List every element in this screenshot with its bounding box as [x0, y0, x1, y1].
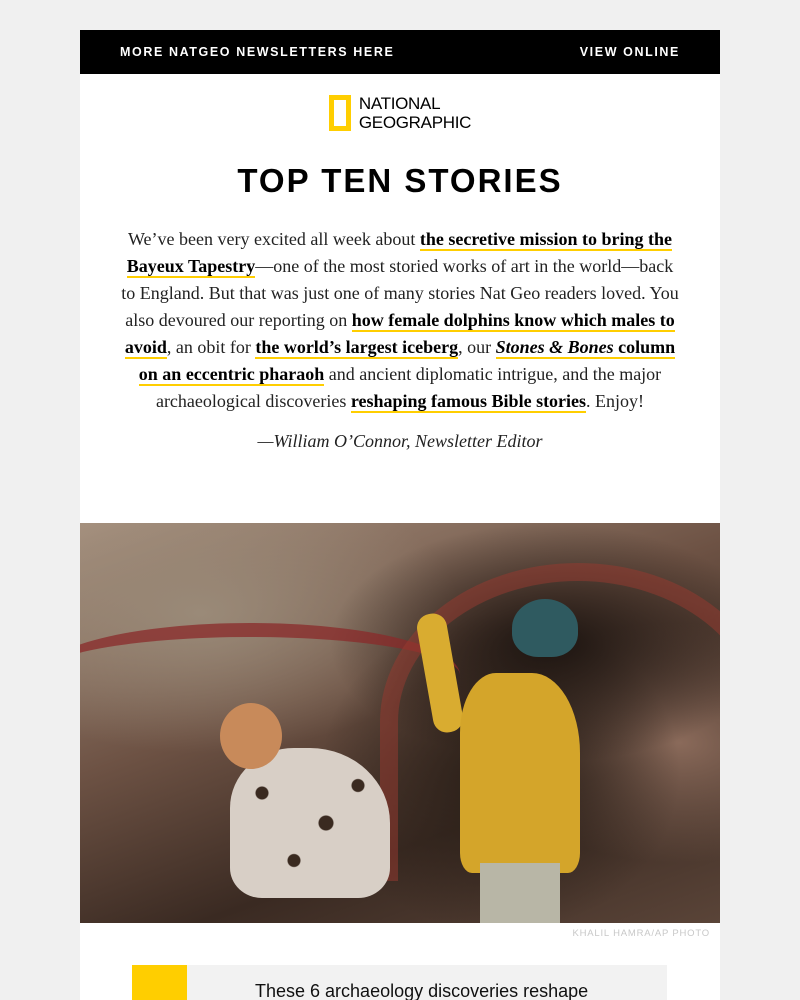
iceberg-link[interactable]: the world’s largest iceberg — [255, 337, 459, 357]
top-bar — [80, 30, 720, 74]
stones-bones-italic: Stones & Bones — [495, 337, 614, 357]
natgeo-logo[interactable] — [80, 90, 720, 136]
logo-wordmark — [359, 94, 471, 132]
page-title: TOP TEN STORIES — [237, 162, 563, 199]
bayeux-tapestry-link[interactable]: the secretive mission to bring the Bayeux Tapestry — [126, 229, 673, 276]
yellow-jacket — [460, 673, 580, 873]
logo-line-1: NATIONAL — [358, 94, 441, 113]
hero-photo[interactable] — [80, 523, 720, 923]
more-newsletters-link[interactable]: MORE NATGEO NEWSLETTERS HERE — [120, 45, 395, 59]
story-number-badge — [132, 965, 187, 1000]
dolphins-link[interactable]: how female dolphins know which males to avoid — [124, 310, 675, 357]
woman-head — [220, 703, 282, 769]
intro-text-3: , an obit for — [166, 337, 256, 357]
story-card-1[interactable] — [132, 965, 667, 1000]
intro-text-6: . Enjoy! — [586, 391, 645, 411]
intro-text-2: —one of the most storied works of art in the world—back to England. But that was just one of many stories Nat Geo readers loved. You also devoured our reporting on — [121, 256, 679, 330]
newsletter-card — [80, 30, 720, 1000]
leopard-jacket — [230, 748, 390, 898]
stones-bones-rest: column on an eccentric pharaoh — [138, 337, 676, 384]
intro-text-5: and ancient diplomatic intrigue, and the major archaeological discoveries — [155, 364, 662, 411]
intro-paragraph — [120, 226, 680, 415]
teal-beanie — [512, 599, 578, 657]
editor-signature: —William O’Connor, Newsletter Editor — [257, 431, 543, 451]
intro-text-1: We’ve been very excited all week about — [127, 229, 420, 249]
logo-line-2: GEOGRAPHIC — [358, 113, 472, 132]
intro-text-4: , our — [458, 337, 496, 357]
view-online-link[interactable]: VIEW ONLINE — [579, 45, 680, 59]
story-title[interactable]: These 6 archaeology discoveries reshape — [255, 981, 589, 1000]
photo-credit: KHALIL HAMRA/AP PHOTO — [572, 928, 710, 939]
bible-stories-link[interactable]: reshaping famous Bible stories — [350, 391, 587, 411]
yellow-frame-icon — [329, 95, 351, 131]
grey-trousers — [480, 863, 560, 923]
